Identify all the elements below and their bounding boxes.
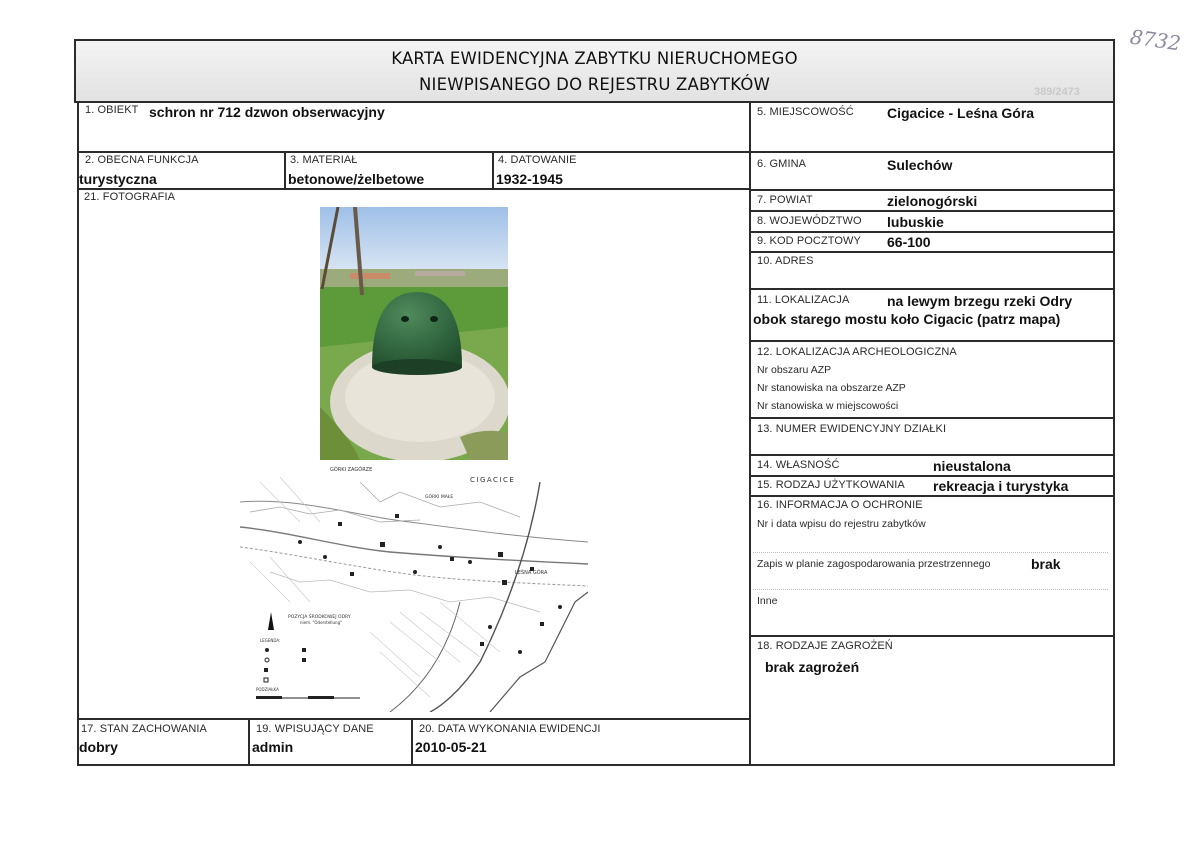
field-value: betonowe/żelbetowe: [288, 171, 425, 187]
field-informacja-o-ochronie: [751, 497, 1113, 637]
field-stan: [77, 720, 250, 764]
field-label: 13. NUMER EWIDENCYJNY DZIAŁKI: [757, 423, 947, 435]
page-title: KARTA EWIDENCYJNA ZABYTKU NIERUCHOMEGO: [391, 49, 798, 68]
bunker-photo: [320, 207, 508, 460]
field-value: schron nr 712 dzwon obserwacyjny: [149, 104, 385, 120]
field-label: 18. RODZAJE ZAGROŻEŃ: [757, 640, 893, 652]
field-label: 20. DATA WYKONANIA EWIDENCJI: [419, 723, 601, 735]
archeo-line: Nr stanowiska na obszarze AZP: [757, 382, 906, 394]
map-position-label: POZYCJA ŚRODKOWEJ ODRY: [288, 615, 351, 620]
field-funkcja: [77, 152, 286, 190]
field-obiekt: [77, 101, 751, 153]
ochrona-divider: [753, 552, 1108, 553]
map-scale-title: PODZIAŁKA: [256, 687, 279, 692]
field-adres: [751, 253, 1113, 290]
field-label: 1. OBIEKT: [85, 104, 139, 116]
field-value: na lewym brzegu rzeki Odry: [887, 293, 1073, 309]
field-value: zielonogórski: [887, 193, 978, 209]
field-label: 5. MIEJSCOWOŚĆ: [757, 106, 854, 118]
field-label: 15. RODZAJ UŻYTKOWANIA: [757, 479, 905, 491]
stamp-number: 389/2473: [1034, 86, 1080, 98]
ochrona-line-plan: Zapis w planie zagospodarowania przestrzennego: [757, 558, 991, 570]
field-value: brak zagrożeń: [765, 659, 860, 675]
field-wojewodztwo: [751, 212, 1113, 233]
field-rodzaj-uzytkowania: [751, 477, 1113, 497]
field-value: dobry: [79, 739, 118, 755]
field-label: 7. POWIAT: [757, 194, 813, 206]
field-datowanie: [494, 152, 751, 190]
field-label: 12. LOKALIZACJA ARCHEOLOGICZNA: [757, 346, 957, 358]
field-label: 14. WŁASNOŚĆ: [757, 459, 840, 471]
map-top-label: GÓRKI ZAGÓRZE: [330, 467, 373, 473]
field-numer-dzialki: [751, 419, 1113, 456]
location-map: [240, 462, 588, 712]
location-map-image: [240, 462, 588, 712]
map-gorki-label: GÓRKI MAŁE: [425, 495, 454, 500]
field-value: 66-100: [887, 234, 931, 250]
field-value: nieustalona: [933, 458, 1011, 474]
bunker-photo-image: [320, 207, 508, 460]
field-value: Sulechów: [887, 157, 953, 173]
field-kod-pocztowy: [751, 233, 1113, 253]
field-label: 2. OBECNA FUNKCJA: [85, 154, 199, 166]
field-label: 3. MATERIAŁ: [290, 154, 358, 166]
ochrona-line-inne: Inne: [757, 595, 778, 607]
map-legend-title: LEGENDA:: [260, 638, 281, 643]
field-label: 9. KOD POCZTOWY: [757, 235, 861, 247]
field-wlasnosc: [751, 456, 1113, 477]
page-subtitle: NIEWPISANEGO DO REJESTRU ZABYTKÓW: [418, 75, 771, 94]
field-data: [413, 720, 751, 764]
map-town-label: CIGACICE: [470, 476, 516, 484]
field-value: Cigacice - Leśna Góra: [887, 105, 1035, 121]
card-header: [74, 39, 1115, 103]
field-lokalizacja-archeologiczna: [751, 342, 1113, 419]
field-label: 4. DATOWANIE: [498, 154, 577, 166]
field-value-line2: obok starego mostu koło Cigacic (patrz mapa): [753, 311, 1061, 327]
field-label: 17. STAN ZACHOWANIA: [81, 723, 207, 735]
field-value: lubuskie: [887, 214, 944, 230]
field-value: turystyczna: [79, 171, 157, 187]
field-miejscowosc: [751, 101, 1113, 153]
field-value: admin: [252, 739, 294, 755]
field-gmina: [751, 153, 1113, 191]
ochrona-line-rejestr: Nr i data wpisu do rejestru zabytków: [757, 518, 926, 530]
ochrona-divider: [753, 589, 1108, 590]
field-material: [286, 152, 494, 190]
field-label-fotografia: 21. FOTOGRAFIA: [84, 191, 176, 203]
field-powiat: [751, 191, 1113, 212]
field-label: 11. LOKALIZACJA: [757, 294, 850, 306]
map-position-sublabel: niem. "Oderstellung": [300, 620, 342, 625]
field-value: rekreacja i turystyka: [933, 478, 1069, 494]
field-lokalizacja: [751, 290, 1113, 342]
field-value: 2010-05-21: [415, 739, 487, 755]
field-rodzaje-zagrozen: [751, 637, 1113, 764]
field-label: 16. INFORMACJA O OCHRONIE: [757, 499, 923, 511]
field-label: 19. WPISUJĄCY DANE: [256, 723, 374, 735]
map-lesna-label: LEŚNA GÓRA: [515, 570, 548, 576]
field-label: 10. ADRES: [757, 255, 814, 267]
archeo-line: Nr stanowiska w miejscowości: [757, 400, 899, 412]
archeo-line: Nr obszaru AZP: [757, 364, 832, 376]
field-label: 8. WOJEWÓDZTWO: [757, 215, 862, 227]
field-label: 6. GMINA: [757, 158, 807, 170]
ochrona-plan-value: brak: [1031, 556, 1061, 572]
field-wpisujacy: [250, 720, 413, 764]
field-value: 1932-1945: [496, 171, 563, 187]
handwritten-number: 8732: [1128, 24, 1183, 56]
